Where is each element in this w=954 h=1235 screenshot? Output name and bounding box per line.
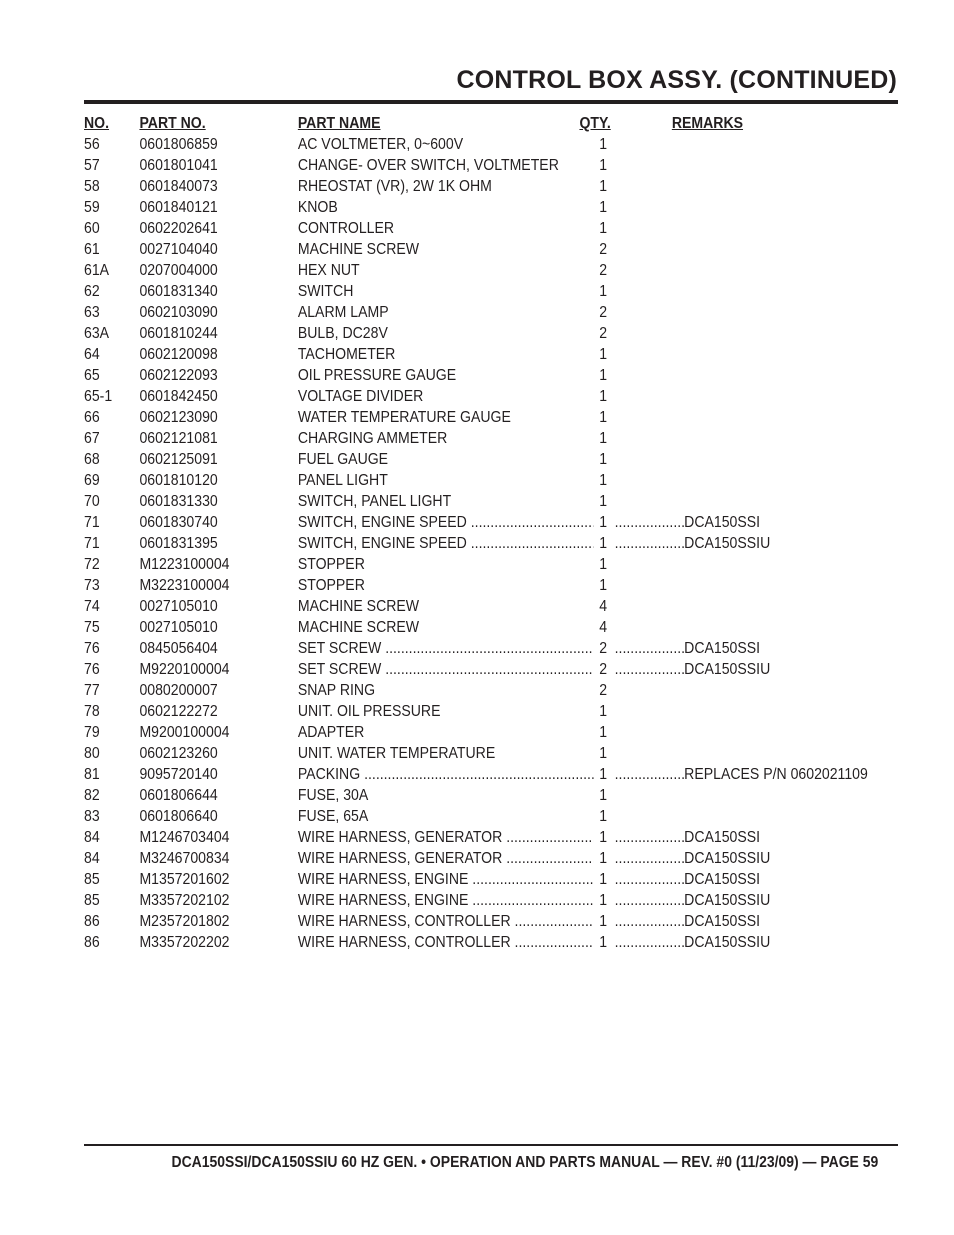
- cell-remarks: REPLACES P/N 0602021109: [684, 766, 868, 783]
- cell-qty: 1: [594, 428, 612, 449]
- cell-remarks: DCA150SSI: [684, 514, 761, 531]
- cell-qty: 2: [594, 659, 612, 680]
- cell-qty: 1: [594, 932, 612, 953]
- leader-dots: [615, 638, 685, 659]
- cell-no: 86: [84, 934, 100, 951]
- cell-part-name: UNIT. OIL PRESSURE: [297, 703, 441, 720]
- leader-dots: [615, 533, 685, 554]
- cell-part-no: M1246703404: [139, 829, 230, 846]
- cell-no: 72: [84, 556, 100, 573]
- cell-part-name: AC VOLTMETER, 0~600V: [297, 136, 464, 153]
- cell-part-no: 0601806640: [139, 808, 218, 825]
- cell-qty: 2: [594, 302, 612, 323]
- cell-qty: 1: [594, 785, 612, 806]
- cell-no: 71: [84, 535, 100, 552]
- cell-part-name: SWITCH, ENGINE SPEED .....: [298, 533, 594, 554]
- cell-part-no: 0845056404: [139, 640, 218, 657]
- cell-qty: 1: [594, 911, 612, 932]
- cell-part-name: FUSE, 65A: [297, 808, 369, 825]
- cell-remarks: DCA150SSI: [684, 829, 761, 846]
- cell-part-no: M9200100004: [139, 724, 230, 741]
- cell-part-name: HEX NUT: [297, 262, 360, 279]
- cell-part-name: WIRE HARNESS, ENGINE .....: [298, 869, 594, 890]
- cell-no: 60: [84, 220, 100, 237]
- cell-no: 63: [84, 304, 100, 321]
- leader-dots: [615, 827, 685, 848]
- cell-qty: 2: [594, 239, 612, 260]
- cell-part-no: 0601840073: [139, 178, 218, 195]
- cell-no: 85: [84, 892, 100, 909]
- cell-part-no: 0601831330: [139, 493, 218, 510]
- table-row: [84, 617, 800, 638]
- cell-remarks: DCA150SSIU: [684, 661, 771, 678]
- table-row: [84, 848, 800, 869]
- cell-part-no: 0601842450: [139, 388, 218, 405]
- table-row: [84, 869, 800, 890]
- cell-part-no: 0601810244: [139, 325, 218, 342]
- cell-part-no: 0027105010: [139, 619, 218, 636]
- cell-part-no: 9095720140: [139, 766, 218, 783]
- cell-part-name: FUSE, 30A: [297, 787, 369, 804]
- cell-qty: 2: [594, 260, 612, 281]
- table-row: [84, 659, 800, 680]
- cell-no: 64: [84, 346, 100, 363]
- cell-part-name: WATER TEMPERATURE GAUGE: [297, 409, 511, 426]
- leader-dots: [615, 869, 685, 890]
- cell-part-no: 0601840121: [139, 199, 218, 216]
- cell-no: 76: [84, 661, 100, 678]
- cell-no: 59: [84, 199, 100, 216]
- cell-part-name: UNIT. WATER TEMPERATURE: [297, 745, 496, 762]
- header-qty: QTY.: [579, 115, 611, 132]
- cell-no: 77: [84, 682, 100, 699]
- cell-no: 56: [84, 136, 100, 153]
- cell-part-no: 0602202641: [139, 220, 218, 237]
- cell-part-no: 0027105010: [139, 598, 218, 615]
- table-row: [84, 302, 800, 323]
- table-row: [84, 134, 800, 155]
- cell-part-name: KNOB: [297, 199, 338, 216]
- cell-part-no: 0602121081: [139, 430, 218, 447]
- header-remarks: REMARKS: [671, 115, 744, 132]
- cell-part-name: ALARM LAMP: [297, 304, 389, 321]
- cell-remarks: DCA150SSI: [684, 640, 761, 657]
- cell-no: 80: [84, 745, 100, 762]
- cell-no: 74: [84, 598, 100, 615]
- cell-part-no: 0602120098: [139, 346, 218, 363]
- cell-no: 61: [84, 241, 100, 258]
- cell-remarks: DCA150SSIU: [684, 934, 771, 951]
- table-row: [84, 491, 800, 512]
- page-title: CONTROL BOX ASSY. (CONTINUED): [456, 66, 897, 94]
- cell-part-no: M2357201802: [139, 913, 230, 930]
- cell-qty: 1: [594, 848, 612, 869]
- cell-qty: 1: [594, 827, 612, 848]
- table-row: [84, 743, 800, 764]
- page-footer: DCA150SSI/DCA150SSIU 60 HZ GEN. • OPERATION AND PARTS MANUAL — REV. #0 (11/23/09) — PAGE 59: [171, 1154, 878, 1171]
- table-row: [84, 680, 800, 701]
- table-row: [84, 323, 800, 344]
- cell-qty: 1: [594, 386, 612, 407]
- cell-part-no: M1357201602: [139, 871, 230, 888]
- table-row: [84, 638, 800, 659]
- cell-remarks: DCA150SSI: [684, 871, 761, 888]
- table-row: [84, 281, 800, 302]
- table-row: [84, 365, 800, 386]
- cell-qty: 1: [594, 869, 612, 890]
- cell-part-no: 0602123260: [139, 745, 218, 762]
- cell-part-name: WIRE HARNESS, CONTROLLER .....: [298, 932, 594, 953]
- parts-table: [84, 113, 868, 953]
- cell-part-no: 0601830740: [139, 514, 218, 531]
- table-row: [84, 701, 800, 722]
- cell-qty: 1: [594, 512, 612, 533]
- table-row: [84, 449, 800, 470]
- cell-qty: 1: [594, 197, 612, 218]
- leader-dots: [615, 512, 685, 533]
- cell-part-name: SWITCH, PANEL LIGHT: [297, 493, 452, 510]
- cell-qty: 4: [594, 617, 612, 638]
- cell-no: 61A: [84, 262, 110, 279]
- cell-no: 85: [84, 871, 100, 888]
- cell-no: 81: [84, 766, 100, 783]
- cell-no: 58: [84, 178, 100, 195]
- cell-part-no: M3223100004: [139, 577, 230, 594]
- table-row: [84, 197, 800, 218]
- cell-no: 73: [84, 577, 100, 594]
- table-row: [84, 932, 800, 953]
- cell-part-name: RHEOSTAT (VR), 2W 1K OHM: [297, 178, 492, 195]
- table-row: [84, 218, 800, 239]
- cell-part-no: 0601831395: [139, 535, 218, 552]
- table-row: [84, 827, 800, 848]
- cell-qty: 1: [594, 407, 612, 428]
- table-row: [84, 155, 800, 176]
- cell-qty: 1: [594, 890, 612, 911]
- cell-part-no: 0602125091: [139, 451, 218, 468]
- cell-qty: 1: [594, 134, 612, 155]
- cell-no: 84: [84, 829, 100, 846]
- cell-no: 75: [84, 619, 100, 636]
- cell-qty: 1: [594, 281, 612, 302]
- cell-remarks: DCA150SSI: [684, 913, 761, 930]
- cell-qty: 1: [594, 806, 612, 827]
- cell-no: 86: [84, 913, 100, 930]
- table-row: [84, 722, 800, 743]
- cell-qty: 1: [594, 722, 612, 743]
- cell-part-name: SET SCREW .....: [298, 659, 594, 680]
- cell-qty: 1: [594, 554, 612, 575]
- cell-no: 78: [84, 703, 100, 720]
- header-no: NO.: [84, 115, 110, 132]
- table-row: [84, 260, 800, 281]
- table-row: [84, 806, 800, 827]
- table-row: [84, 533, 800, 554]
- cell-no: 82: [84, 787, 100, 804]
- cell-part-name: STOPPER: [297, 556, 365, 573]
- cell-no: 57: [84, 157, 100, 174]
- cell-part-no: 0601801041: [139, 157, 218, 174]
- cell-qty: 4: [594, 596, 612, 617]
- table-row: [84, 386, 800, 407]
- cell-no: 67: [84, 430, 100, 447]
- cell-no: 65-1: [84, 388, 113, 405]
- leader-dots: [615, 911, 685, 932]
- cell-part-name: WIRE HARNESS, ENGINE .....: [298, 890, 594, 911]
- cell-part-name: SWITCH, ENGINE SPEED .....: [298, 512, 594, 533]
- cell-part-no: 0602122093: [139, 367, 218, 384]
- cell-part-name: SET SCREW .....: [298, 638, 594, 659]
- cell-no: 70: [84, 493, 100, 510]
- footer-rule: [84, 1144, 898, 1146]
- cell-part-name: FUEL GAUGE: [297, 451, 389, 468]
- cell-no: 71: [84, 514, 100, 531]
- cell-qty: 1: [594, 533, 612, 554]
- cell-part-name: WIRE HARNESS, GENERATOR .....: [298, 848, 594, 869]
- cell-qty: 1: [594, 344, 612, 365]
- cell-part-no: M3357202102: [139, 892, 230, 909]
- cell-part-name: VOLTAGE DIVIDER: [297, 388, 424, 405]
- cell-part-no: M3357202202: [139, 934, 230, 951]
- cell-no: 62: [84, 283, 100, 300]
- header-part-no: PART NO.: [139, 115, 206, 132]
- cell-no: 65: [84, 367, 100, 384]
- cell-part-no: 0601831340: [139, 283, 218, 300]
- cell-qty: 1: [594, 470, 612, 491]
- cell-part-name: OIL PRESSURE GAUGE: [297, 367, 457, 384]
- table-row: [84, 344, 800, 365]
- leader-dots: [615, 848, 685, 869]
- table-row: [84, 596, 800, 617]
- cell-part-no: M9220100004: [139, 661, 230, 678]
- cell-qty: 1: [594, 176, 612, 197]
- cell-part-name: MACHINE SCREW: [297, 241, 420, 258]
- table-row: [84, 764, 868, 785]
- cell-part-no: 0602103090: [139, 304, 218, 321]
- cell-part-name: CHANGE- OVER SWITCH, VOLTMETER: [297, 157, 559, 174]
- leader-dots: [615, 764, 685, 785]
- cell-part-no: 0602122272: [139, 703, 218, 720]
- table-row: [84, 785, 800, 806]
- cell-qty: 1: [594, 743, 612, 764]
- cell-part-no: 0207004000: [139, 262, 218, 279]
- cell-part-no: 0601810120: [139, 472, 218, 489]
- leader-dots: [615, 932, 685, 953]
- cell-remarks: DCA150SSIU: [684, 535, 771, 552]
- table-row: [84, 176, 800, 197]
- table-row: [84, 239, 800, 260]
- cell-no: 83: [84, 808, 100, 825]
- cell-qty: 1: [594, 155, 612, 176]
- cell-qty: 1: [594, 764, 612, 785]
- table-header-row: [84, 113, 800, 134]
- cell-no: 66: [84, 409, 100, 426]
- cell-part-name: MACHINE SCREW: [297, 598, 420, 615]
- table-row: [84, 512, 800, 533]
- cell-part-name: CONTROLLER: [297, 220, 395, 237]
- cell-qty: 2: [594, 323, 612, 344]
- leader-dots: [615, 890, 685, 911]
- cell-qty: 2: [594, 680, 612, 701]
- cell-part-no: 0027104040: [139, 241, 218, 258]
- cell-no: 76: [84, 640, 100, 657]
- cell-qty: 1: [594, 365, 612, 386]
- table-row: [84, 911, 800, 932]
- cell-part-no: 0080200007: [139, 682, 218, 699]
- cell-no: 79: [84, 724, 100, 741]
- cell-part-name: STOPPER: [297, 577, 365, 594]
- cell-part-name: WIRE HARNESS, GENERATOR .....: [298, 827, 594, 848]
- cell-part-name: BULB, DC28V: [297, 325, 388, 342]
- cell-part-no: 0602123090: [139, 409, 218, 426]
- table-row: [84, 575, 800, 596]
- cell-no: 69: [84, 472, 100, 489]
- cell-qty: 2: [594, 638, 612, 659]
- cell-part-name: SNAP RING: [297, 682, 376, 699]
- cell-part-no: 0601806644: [139, 787, 218, 804]
- title-rule: [84, 100, 898, 104]
- cell-no: 68: [84, 451, 100, 468]
- cell-part-name: MACHINE SCREW: [297, 619, 420, 636]
- cell-qty: 1: [594, 575, 612, 596]
- table-row: [84, 470, 800, 491]
- cell-part-name: PACKING .....: [298, 764, 594, 785]
- cell-part-no: M3246700834: [139, 850, 230, 867]
- cell-no: 63A: [84, 325, 110, 342]
- header-part-name: PART NAME: [297, 115, 381, 132]
- cell-part-name: WIRE HARNESS, CONTROLLER .....: [298, 911, 594, 932]
- cell-part-name: PANEL LIGHT: [297, 472, 388, 489]
- cell-part-name: ADAPTER: [297, 724, 365, 741]
- table-row: [84, 890, 800, 911]
- table-row: [84, 428, 800, 449]
- leader-dots: [615, 659, 685, 680]
- cell-part-no: M1223100004: [139, 556, 230, 573]
- table-row: [84, 407, 800, 428]
- cell-part-name: SWITCH: [297, 283, 354, 300]
- cell-no: 84: [84, 850, 100, 867]
- cell-part-no: 0601806859: [139, 136, 218, 153]
- cell-remarks: DCA150SSIU: [684, 850, 771, 867]
- cell-part-name: CHARGING AMMETER: [297, 430, 448, 447]
- cell-qty: 1: [594, 701, 612, 722]
- table-row: [84, 554, 800, 575]
- cell-qty: 1: [594, 218, 612, 239]
- cell-remarks: DCA150SSIU: [684, 892, 771, 909]
- cell-part-name: TACHOMETER: [297, 346, 396, 363]
- cell-qty: 1: [594, 491, 612, 512]
- cell-qty: 1: [594, 449, 612, 470]
